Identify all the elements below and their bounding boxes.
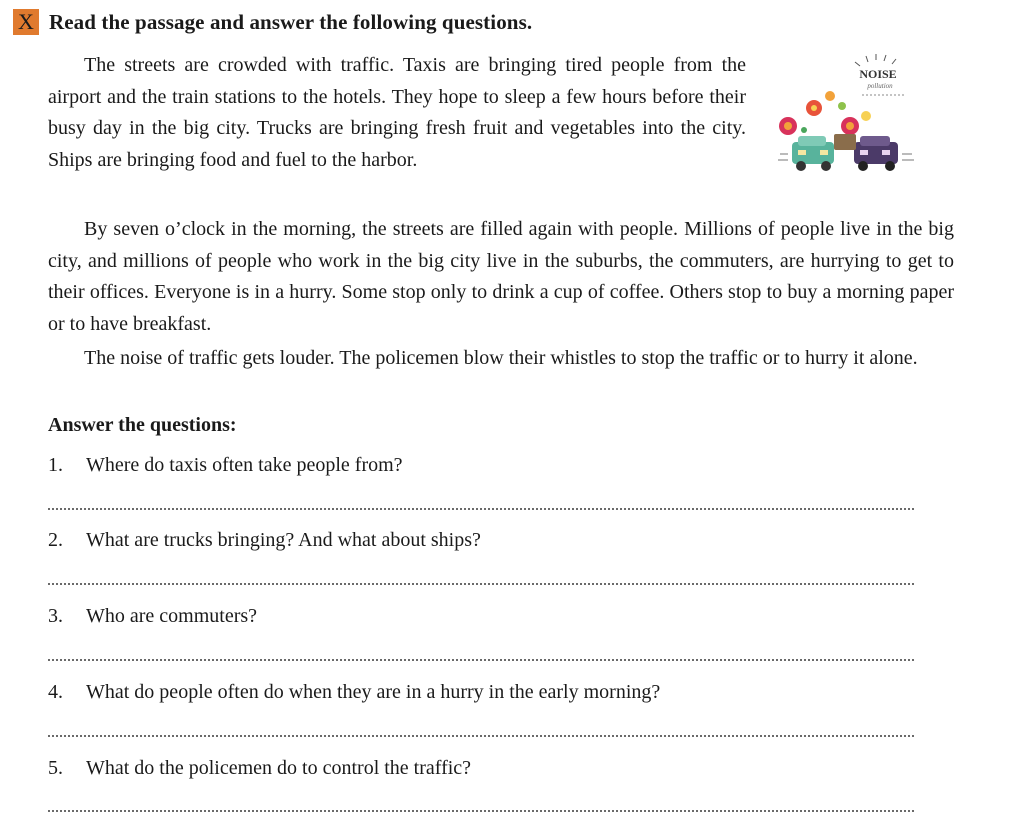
answer-line-4[interactable] <box>48 735 914 737</box>
answer-line-2[interactable] <box>48 583 914 585</box>
car-right-icon <box>854 136 898 171</box>
question-number: 4. <box>48 681 63 703</box>
passage-paragraph-1 <box>48 50 746 176</box>
question-number: 3. <box>48 605 63 627</box>
question-2 <box>48 529 481 552</box>
question-text: What are trucks bringing? And what about ships? <box>86 529 481 551</box>
answer-line-3[interactable] <box>48 659 914 661</box>
car-left-icon <box>792 136 834 171</box>
passage-paragraph-2-text: By seven o’clock in the morning, the streets are filled again with people. Millions of people live in the big city, and millions of people who work in the big city live in the suburbs, the commuters, are hurrying to get to their offices. Everyone is in a hurry. Some stop only to drink a cup of coffee. Others stop to buy a morning paper or to have breakfast. <box>48 218 954 335</box>
question-1 <box>48 454 403 477</box>
question-number: 2. <box>48 529 63 551</box>
truck-back-icon <box>834 134 856 150</box>
passage-paragraph-1-text: The streets are crowded with traffic. Taxis are bringing tired people from the airport and the train stations to the hotels. They hope to sleep a few hours before their busy day in the big city. Trucks are bringing fresh fruit and vegetables into the city. Ships are bringing food and fuel to the harbor. <box>48 54 746 171</box>
answer-line-5[interactable] <box>48 810 914 812</box>
noise-bursts <box>779 91 871 135</box>
traffic-noise-illustration <box>770 50 920 190</box>
question-text: Who are commuters? <box>86 605 258 627</box>
noise-sign-subtext: pollution <box>867 82 893 90</box>
answer-questions-heading: Answer the questions: <box>48 414 237 436</box>
question-5 <box>48 757 471 780</box>
answer-line-1[interactable] <box>48 508 914 510</box>
question-number: 5. <box>48 757 63 779</box>
question-number: 1. <box>48 454 63 476</box>
question-4 <box>48 681 660 704</box>
question-text: Where do taxis often take people from? <box>86 454 403 476</box>
passage-paragraph-3-text: The noise of traffic gets louder. The policemen blow their whistles to stop the traffic or to hurry it alone. <box>84 347 918 369</box>
exercise-title: Read the passage and answer the following questions. <box>49 9 533 34</box>
noise-sign <box>855 54 904 95</box>
question-text: What do the policemen do to control the traffic? <box>86 757 472 779</box>
question-text: What do people often do when they are in a hurry in the early morning? <box>86 681 661 703</box>
passage-paragraph-3 <box>48 343 954 375</box>
exercise-badge: X <box>13 9 39 35</box>
passage-paragraph-2 <box>48 214 954 340</box>
noise-sign-text: NOISE <box>859 67 897 81</box>
exercise-heading <box>13 9 532 35</box>
question-3 <box>48 605 257 628</box>
